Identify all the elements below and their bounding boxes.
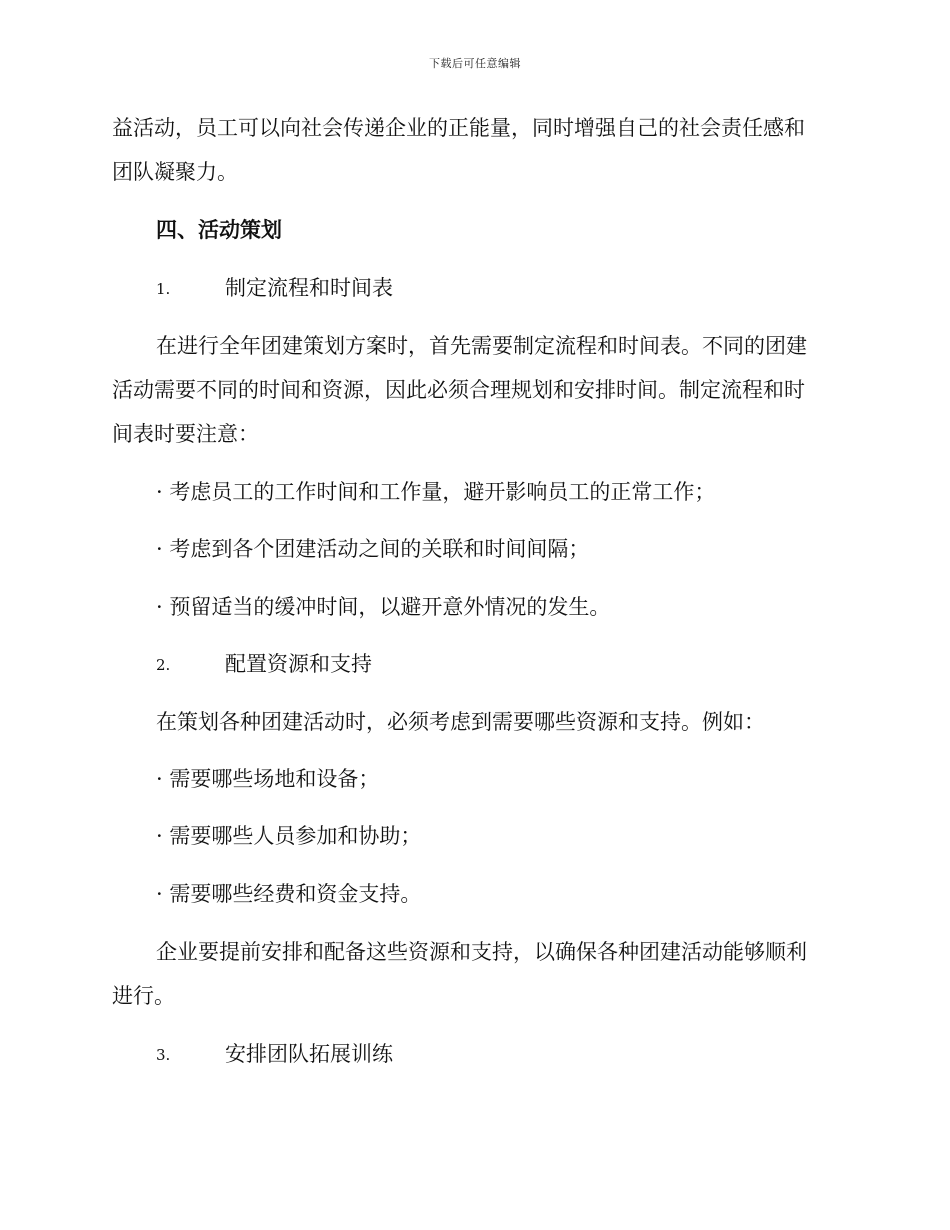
list-number: 1. xyxy=(156,280,171,298)
bullet-item: · 需要哪些经费和资金支持。 xyxy=(156,882,422,906)
bullet-item: · 需要哪些场地和设备； xyxy=(156,767,380,791)
bullet-item: · 预留适当的缓冲时间，以避开意外情况的发生。 xyxy=(156,595,611,619)
paragraph-line: 活动需要不同的时间和资源，因此必须合理规划和安排时间。制定流程和时 xyxy=(112,378,805,402)
subsection-title: 制定流程和时间表 xyxy=(225,276,393,300)
paragraph-line: 益活动，员工可以向社会传递企业的正能量，同时增强自己的社会责任感和 xyxy=(112,116,805,140)
paragraph-line: 企业要提前安排和配备这些资源和支持，以确保各种团建活动能够顺利 xyxy=(156,940,807,964)
section-heading: 四、活动策划 xyxy=(156,217,282,242)
paragraph-line: 在进行全年团建策划方案时，首先需要制定流程和时间表。不同的团建 xyxy=(156,334,807,358)
list-number: 3. xyxy=(156,1046,171,1064)
paragraph-line: 进行。 xyxy=(112,984,175,1008)
bullet-item: · 考虑员工的工作时间和工作量，避开影响员工的正常工作； xyxy=(156,480,716,504)
page-header: 下载后可任意编辑 xyxy=(429,57,521,70)
paragraph-line: 间表时要注意： xyxy=(112,422,259,446)
list-number: 2. xyxy=(156,656,171,674)
subsection-title: 安排团队拓展训练 xyxy=(225,1042,393,1066)
paragraph-line: 在策划各种团建活动时，必须考虑到需要哪些资源和支持。例如： xyxy=(156,710,765,734)
subsection-title: 配置资源和支持 xyxy=(225,652,372,676)
bullet-item: · 需要哪些人员参加和协助； xyxy=(156,824,422,848)
paragraph-line: 团队凝聚力。 xyxy=(112,160,238,184)
bullet-item: · 考虑到各个团建活动之间的关联和时间间隔； xyxy=(156,537,590,561)
